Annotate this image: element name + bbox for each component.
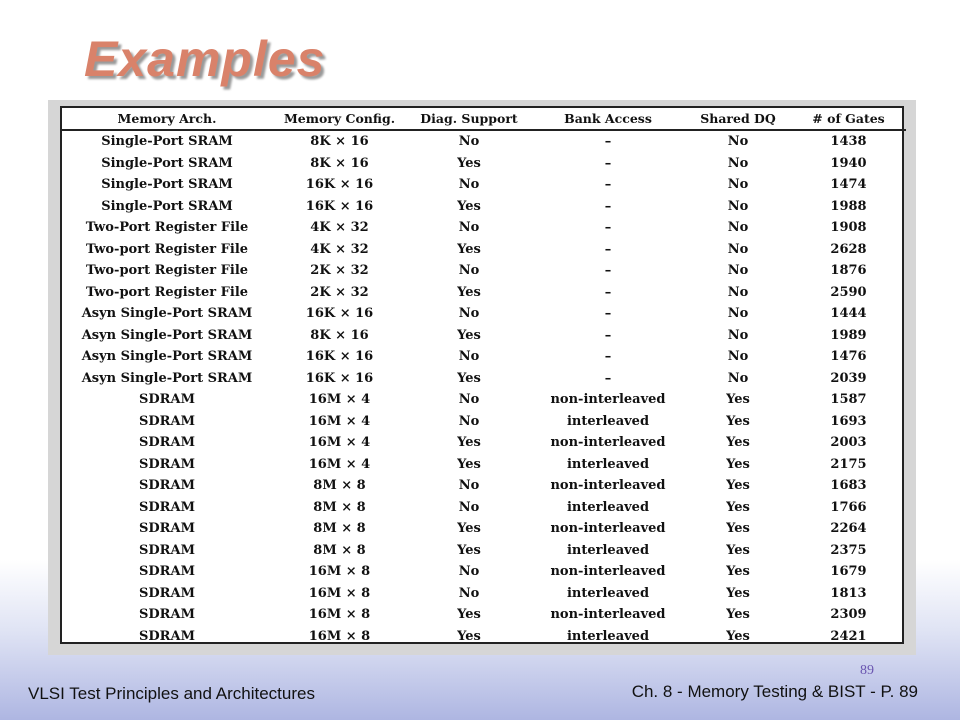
cell-diag-support: Yes xyxy=(457,241,481,257)
cell-memory-arch: Two-port Register File xyxy=(85,284,249,300)
cell-diag-support: No xyxy=(458,263,480,279)
cell-memory-config: 16M × 4 xyxy=(308,413,371,429)
cell-memory-config: 4K × 32 xyxy=(310,220,369,236)
cell-gates: 1444 xyxy=(830,306,867,322)
cell-shared-dq: No xyxy=(727,263,749,279)
table-row xyxy=(62,604,906,626)
cell-shared-dq: No xyxy=(727,306,749,322)
cell-bank-access: – xyxy=(604,155,612,171)
cell-gates: 2039 xyxy=(830,370,867,386)
cell-diag-support: No xyxy=(458,413,480,429)
cell-memory-arch: Asyn Single-Port SRAM xyxy=(81,306,253,322)
cell-shared-dq: Yes xyxy=(726,392,750,408)
cell-diag-support: No xyxy=(458,220,480,236)
cell-bank-access: interleaved xyxy=(566,542,650,558)
cell-bank-access: – xyxy=(604,306,612,322)
cell-memory-arch: SDRAM xyxy=(139,413,195,429)
table-row xyxy=(62,626,906,648)
cell-shared-dq: No xyxy=(727,284,749,300)
cell-shared-dq: Yes xyxy=(726,628,750,644)
cell-bank-access: interleaved xyxy=(566,585,650,601)
cell-bank-access: – xyxy=(604,263,612,279)
cell-bank-access: non-interleaved xyxy=(550,564,666,580)
cell-memory-config: 2K × 32 xyxy=(310,263,369,279)
cell-diag-support: No xyxy=(458,478,480,494)
cell-bank-access: interleaved xyxy=(566,499,650,515)
cell-diag-support: Yes xyxy=(457,607,481,623)
cell-bank-access: – xyxy=(604,198,612,214)
cell-gates: 1876 xyxy=(830,263,867,279)
cell-diag-support: Yes xyxy=(457,284,481,300)
cell-gates: 1908 xyxy=(830,220,867,236)
cell-gates: 2264 xyxy=(830,521,867,537)
table-row xyxy=(62,454,906,476)
cell-bank-access: non-interleaved xyxy=(550,478,666,494)
cell-memory-arch: SDRAM xyxy=(139,392,195,408)
slide-title: Examples xyxy=(84,31,326,87)
cell-memory-config: 8M × 8 xyxy=(313,478,366,494)
cell-memory-config: 8K × 16 xyxy=(310,155,369,171)
cell-gates: 2375 xyxy=(830,542,867,558)
cell-memory-config: 16M × 4 xyxy=(308,456,371,472)
cell-gates: 2421 xyxy=(830,628,867,644)
cell-gates: 1679 xyxy=(830,564,867,580)
cell-diag-support: No xyxy=(458,392,480,408)
cell-memory-config: 8K × 16 xyxy=(310,134,369,150)
table-row xyxy=(62,540,906,562)
cell-gates: 1988 xyxy=(830,198,867,214)
table-row xyxy=(62,174,906,196)
header-diag-support: Diag. Support xyxy=(407,108,531,130)
cell-bank-access: interleaved xyxy=(566,456,650,472)
cell-diag-support: No xyxy=(458,177,480,193)
cell-diag-support: Yes xyxy=(457,628,481,644)
cell-memory-arch: SDRAM xyxy=(139,607,195,623)
cell-diag-support: No xyxy=(458,349,480,365)
cell-memory-arch: SDRAM xyxy=(139,478,195,494)
header-shared-dq: Shared DQ xyxy=(685,108,791,130)
cell-shared-dq: No xyxy=(727,327,749,343)
cell-bank-access: interleaved xyxy=(566,628,650,644)
cell-gates: 2309 xyxy=(830,607,867,623)
table-row xyxy=(62,130,906,153)
cell-memory-arch: Two-Port Register File xyxy=(85,220,249,236)
cell-memory-arch: SDRAM xyxy=(139,585,195,601)
cell-diag-support: Yes xyxy=(457,435,481,451)
cell-memory-arch: SDRAM xyxy=(139,521,195,537)
table-row xyxy=(62,346,906,368)
cell-memory-config: 16K × 16 xyxy=(305,306,374,322)
cell-gates: 1474 xyxy=(830,177,867,193)
cell-memory-arch: SDRAM xyxy=(139,456,195,472)
memory-examples-table xyxy=(60,106,904,644)
cell-memory-config: 8K × 16 xyxy=(310,327,369,343)
table-row xyxy=(62,196,906,218)
cell-memory-arch: Single-Port SRAM xyxy=(101,155,233,171)
table-row xyxy=(62,282,906,304)
cell-gates: 2175 xyxy=(830,456,867,472)
cell-shared-dq: Yes xyxy=(726,564,750,580)
cell-memory-config: 16K × 16 xyxy=(305,349,374,365)
cell-diag-support: Yes xyxy=(457,521,481,537)
cell-memory-config: 16M × 8 xyxy=(308,628,371,644)
cell-memory-arch: SDRAM xyxy=(139,564,195,580)
cell-shared-dq: No xyxy=(727,370,749,386)
cell-gates: 1683 xyxy=(830,478,867,494)
cell-shared-dq: Yes xyxy=(726,607,750,623)
cell-memory-config: 8M × 8 xyxy=(313,499,366,515)
table-row xyxy=(62,368,906,390)
cell-diag-support: No xyxy=(458,306,480,322)
cell-shared-dq: Yes xyxy=(726,413,750,429)
table-row xyxy=(62,217,906,239)
cell-diag-support: Yes xyxy=(457,198,481,214)
cell-bank-access: – xyxy=(604,177,612,193)
header-bank-access: Bank Access xyxy=(531,108,685,130)
cell-shared-dq: Yes xyxy=(726,542,750,558)
cell-memory-config: 2K × 32 xyxy=(310,284,369,300)
cell-memory-arch: Two-port Register File xyxy=(85,241,249,257)
cell-diag-support: Yes xyxy=(457,327,481,343)
cell-memory-arch: Two-port Register File xyxy=(85,263,249,279)
header-gates: # of Gates xyxy=(791,108,906,130)
cell-memory-arch: SDRAM xyxy=(139,628,195,644)
cell-bank-access: – xyxy=(604,220,612,236)
cell-gates: 2003 xyxy=(830,435,867,451)
slide-number: 89 xyxy=(860,663,874,678)
table-row xyxy=(62,325,906,347)
cell-bank-access: – xyxy=(604,327,612,343)
cell-memory-config: 16K × 16 xyxy=(305,370,374,386)
cell-shared-dq: No xyxy=(727,198,749,214)
cell-diag-support: Yes xyxy=(457,155,481,171)
cell-shared-dq: No xyxy=(727,134,749,150)
cell-memory-config: 8M × 8 xyxy=(313,521,366,537)
cell-gates: 1476 xyxy=(830,349,867,365)
cell-bank-access: non-interleaved xyxy=(550,392,666,408)
table-row xyxy=(62,260,906,282)
cell-bank-access: – xyxy=(604,349,612,365)
cell-diag-support: No xyxy=(458,499,480,515)
cell-shared-dq: No xyxy=(727,241,749,257)
table-row xyxy=(62,561,906,583)
footer-chapter-page: Ch. 8 - Memory Testing & BIST - P. 89 xyxy=(631,682,918,701)
cell-gates: 2628 xyxy=(830,241,867,257)
footer-course-title: VLSI Test Principles and Architectures xyxy=(28,684,315,703)
cell-diag-support: No xyxy=(458,564,480,580)
cell-memory-arch: Single-Port SRAM xyxy=(101,177,233,193)
table-row xyxy=(62,475,906,497)
cell-memory-config: 16K × 16 xyxy=(305,198,374,214)
cell-bank-access: – xyxy=(604,370,612,386)
table-row xyxy=(62,518,906,540)
table-row xyxy=(62,239,906,261)
cell-shared-dq: Yes xyxy=(726,478,750,494)
cell-shared-dq: No xyxy=(727,220,749,236)
cell-shared-dq: Yes xyxy=(726,435,750,451)
cell-memory-config: 16K × 16 xyxy=(305,177,374,193)
cell-memory-config: 16M × 8 xyxy=(308,585,371,601)
table-row xyxy=(62,583,906,605)
cell-gates: 1587 xyxy=(830,392,867,408)
table-row xyxy=(62,389,906,411)
cell-bank-access: – xyxy=(604,134,612,150)
table-row xyxy=(62,303,906,325)
cell-shared-dq: Yes xyxy=(726,456,750,472)
cell-bank-access: interleaved xyxy=(566,413,650,429)
cell-memory-arch: Single-Port SRAM xyxy=(101,134,233,150)
table-row xyxy=(62,411,906,433)
cell-memory-arch: Asyn Single-Port SRAM xyxy=(81,349,253,365)
cell-memory-arch: SDRAM xyxy=(139,435,195,451)
cell-gates: 1813 xyxy=(830,585,867,601)
cell-diag-support: Yes xyxy=(457,456,481,472)
cell-gates: 1693 xyxy=(830,413,867,429)
cell-memory-config: 16M × 4 xyxy=(308,392,371,408)
table-row xyxy=(62,153,906,175)
cell-memory-arch: SDRAM xyxy=(139,542,195,558)
cell-shared-dq: Yes xyxy=(726,585,750,601)
cell-memory-arch: Asyn Single-Port SRAM xyxy=(81,327,253,343)
cell-diag-support: No xyxy=(458,134,480,150)
header-memory-config: Memory Config. xyxy=(272,108,407,130)
cell-memory-config: 4K × 32 xyxy=(310,241,369,257)
cell-bank-access: non-interleaved xyxy=(550,521,666,537)
cell-shared-dq: Yes xyxy=(726,499,750,515)
table-row xyxy=(62,432,906,454)
cell-memory-arch: Asyn Single-Port SRAM xyxy=(81,370,253,386)
cell-gates: 1989 xyxy=(830,327,867,343)
cell-shared-dq: No xyxy=(727,349,749,365)
cell-memory-config: 16M × 4 xyxy=(308,435,371,451)
cell-gates: 2590 xyxy=(830,284,867,300)
cell-gates: 1940 xyxy=(830,155,867,171)
cell-bank-access: – xyxy=(604,284,612,300)
cell-gates: 1438 xyxy=(830,134,867,150)
cell-diag-support: Yes xyxy=(457,370,481,386)
cell-bank-access: – xyxy=(604,241,612,257)
cell-diag-support: Yes xyxy=(457,542,481,558)
header-memory-arch: Memory Arch. xyxy=(62,108,272,130)
cell-bank-access: non-interleaved xyxy=(550,435,666,451)
cell-memory-config: 16M × 8 xyxy=(308,564,371,580)
cell-shared-dq: No xyxy=(727,177,749,193)
cell-shared-dq: Yes xyxy=(726,521,750,537)
cell-diag-support: No xyxy=(458,585,480,601)
cell-memory-arch: SDRAM xyxy=(139,499,195,515)
table-row xyxy=(62,497,906,519)
cell-memory-arch: Single-Port SRAM xyxy=(101,198,233,214)
cell-memory-config: 16M × 8 xyxy=(308,607,371,623)
table-body xyxy=(62,130,906,647)
cell-gates: 1766 xyxy=(830,499,867,515)
cell-memory-config: 8M × 8 xyxy=(313,542,366,558)
table-header-row xyxy=(62,108,906,130)
cell-bank-access: non-interleaved xyxy=(550,607,666,623)
cell-shared-dq: No xyxy=(727,155,749,171)
